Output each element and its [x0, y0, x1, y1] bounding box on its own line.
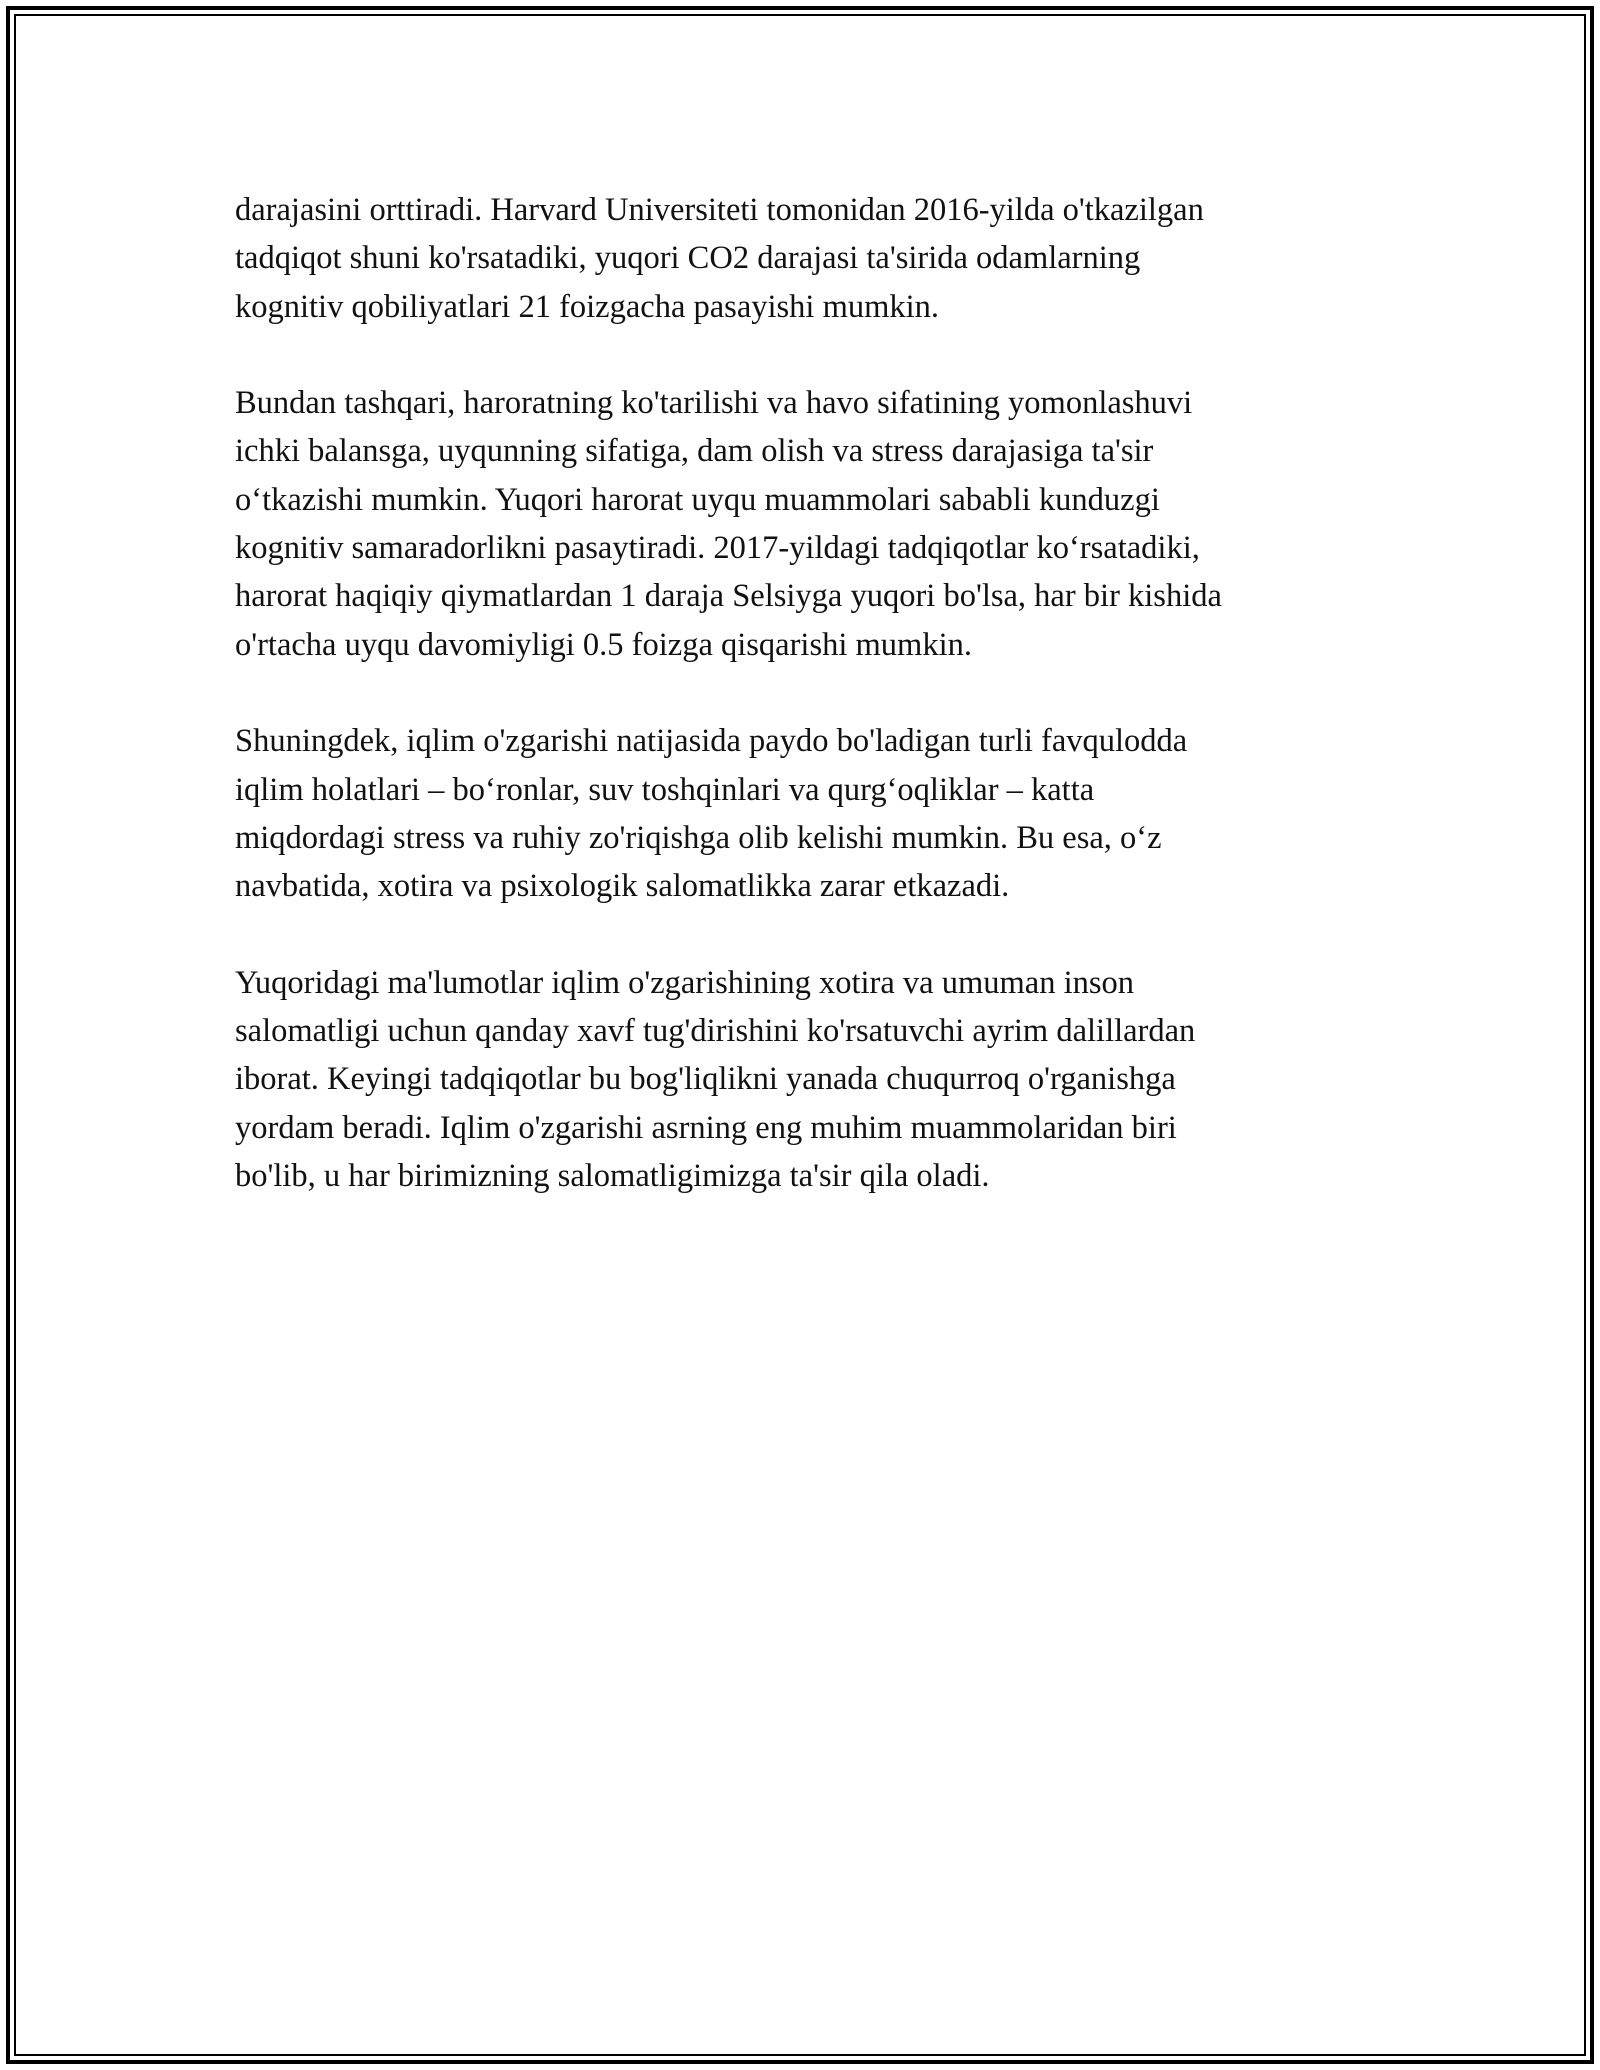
- text-line: tadqiqot shuni ko'rsatadiki, yuqori CO2 darajasi ta'sirida odamlarning: [235, 240, 1141, 277]
- text-line: darajasini orttiradi. Harvard Universiteti tomonidan 2016-yilda o'tkazilgan: [235, 192, 1204, 228]
- text-line: miqdordagi stress va ruhiy zo'riqishga olib kelishi mumkin. Bu esa, o‘z: [235, 819, 1162, 856]
- text-line: ichki balansga, uyqunning sifatiga, dam olish va stress darajasiga ta'sir: [235, 433, 1154, 470]
- paragraph-4: [235, 959, 1375, 1200]
- text-line: harorat haqiqiy qiymatlardan 1 daraja Selsiyga yuqori bo'lsa, har bir kishida: [235, 578, 1222, 615]
- text-line: kognitiv samaradorlikni pasaytiradi. 2017-yildagi tadqiqotlar ko‘rsatadiki,: [235, 530, 1200, 567]
- text-line: Shuningdek, iqlim o'zgarishi natijasida paydo bo'ladigan turli favqulodda: [235, 723, 1188, 760]
- text-line: iqlim holatlari – bo‘ronlar, suv toshqinlari va qurg‘oqliklar – katta: [235, 771, 1095, 808]
- text-line: yordam beradi. Iqlim o'zgarishi asrning eng muhim muammolaridan biri: [235, 1109, 1177, 1146]
- text-line: salomatligi uchun qanday xavf tug'dirishini ko'rsatuvchi ayrim dalillardan: [235, 1013, 1196, 1050]
- paragraph-3: [235, 717, 1375, 910]
- text-line: iborat. Keyingi tadqiqotlar bu bog'liqlikni yanada chuqurroq o'rganishga: [235, 1061, 1176, 1098]
- text-line: navbatida, xotira va psixologik salomatlikka zarar etkazadi.: [235, 868, 1010, 905]
- paragraph-1: [235, 186, 1375, 331]
- text-line: Bundan tashqari, haroratning ko'tarilishi va havo sifatining yomonlashuvi: [235, 385, 1193, 422]
- text-line: kognitiv qobiliyatlari 21 foizgacha pasayishi mumkin.: [235, 288, 940, 325]
- text-line: o‘tkazishi mumkin. Yuqori harorat uyqu muammolari sababli kunduzgi: [235, 481, 1160, 518]
- paragraph-2: [235, 379, 1375, 669]
- text-line: o'rtacha uyqu davomiyligi 0.5 foizga qisqarishi mumkin.: [235, 626, 972, 663]
- text-line: bo'lib, u har birimizning salomatligimizga ta'sir qila oladi.: [235, 1157, 990, 1194]
- text-line: Yuqoridagi ma'lumotlar iqlim o'zgarishining xotira va umuman inson: [235, 964, 1135, 1001]
- document-body: [235, 186, 1375, 1249]
